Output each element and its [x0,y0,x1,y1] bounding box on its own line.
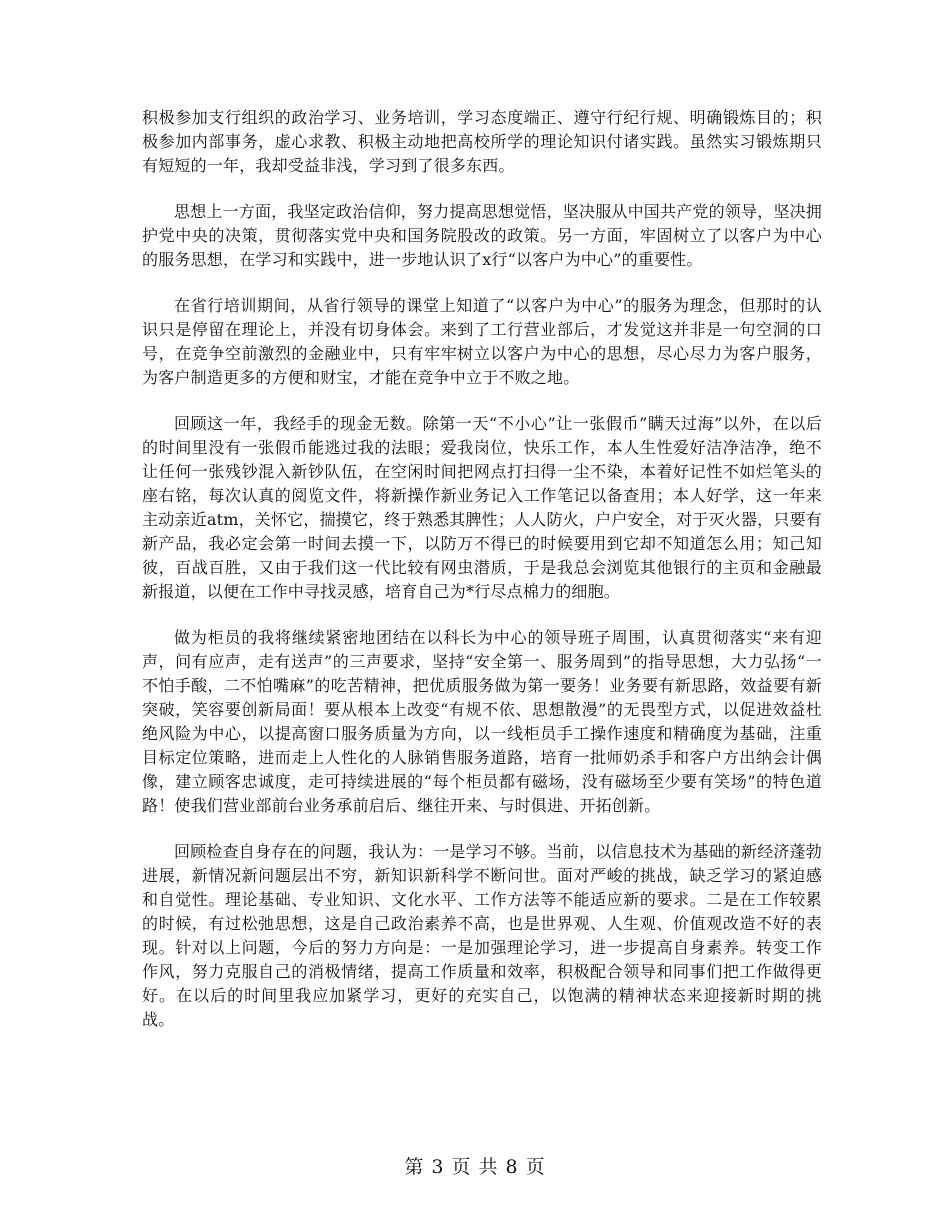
paragraph-self-review: 回顾检查自身存在的问题，我认为：一是学习不够。当前，以信息技术为基础的新经济蓬勃进展，新情况新问题层出不穷，新知识新科学不断问世。面对严峻的挑战，缺乏学习的紧迫感和自觉性。理论基础、专业知识、文化水平、工作方法等不能适应新的要求。二是在工作较累的时候，有过松弛思想，这是自己政治素养不高，也是世界观、人生观、价值观改造不好的表现。针对以上问题，今后的努力方向是：一是加强理论学习，进一步提高自身素养。转变工作作风，努力克服自己的消极情绪，提高工作质量和效率，积极配合领导和同事们把工作做得更好。在以后的时间里我应加紧学习，更好的充实自己，以饱满的精神状态来迎接新时期的挑战。 [142,842,823,1029]
paragraph-continuation: 积极参加支行组织的政治学习、业务培训，学习态度端正、遵守行纪行规、明确锻炼目的；积极参加内部事务，虚心求教、积极主动地把高校所学的理论知识付诸实践。虽然实习锻炼期只有短短的一年，我却受益非浅，学习到了很多东西。 [142,108,822,175]
paragraph-review-year: 回顾这一年，我经手的现金无数。除第一天“不小心”让一张假币”瞒天过海”以外，在以后的时间里没有一张假币能逃过我的法眼；爱我岗位，快乐工作，本人生性爱好洁净洁净，绝不让任何一张残钞混入新钞队伍，在空闲时间把网点打扫得一尘不染，本着好记性不如烂笔头的座右铭，每次认真的阅览文件，将新操作新业务记入工作笔记以备查用；本人好学，这一年来主动亲近atm，关怀它，揣摸它，终于熟悉其脾性；人人防火，户户安全，对于灭火器，只要有新产品，我必定会第一时间去摸一下，以防万不得已的时候要用到它却不知道怎么用；知己知彼，百战百胜，又由于我们这一代比较有网虫潜质，于是我总会浏览其他银行的主页和金融最新报道，以便在工作中寻找灵感，培育自己为*行尽点棉力的细胞。 [142,414,822,601]
paragraph-training: 在省行培训期间，从省行领导的课堂上知道了“以客户为中心”的服务为理念，但那时的认识只是停留在理论上，并没有切身体会。来到了工行营业部后，才发觉这并非是一句空洞的口号，在竞争空前激烈的金融业中，只有牢牢树立以客户为中心的思想，尽心尽力为客户服务，为客户制造更多的方便和财宝，才能在竞争中立于不败之地。 [142,296,822,387]
document-body [142,106,822,1054]
paragraph-teller-commitment: 做为柜员的我将继续紧密地团结在以科长为中心的领导班子周围，认真贯彻落实“来有迎声，问有应声，走有送声”的三声要求，坚持“安全第一、服务周到”的指导思想，大力弘扬“一不怕手酸，二不怕嘴麻”的吃苦精神，把优质服务做为第一要务！业务要有新思路，效益要有新突破，笑容要创新局面！要从根本上改变“有规不依、思想散漫”的无畏型方式，以促进效益杜绝风险为中心，以提高窗口服务质量为方向，以一线柜员手工操作速度和精确度为基础，注重目标定位策略，进而走上人性化的人脉销售服务道路，培育一批师奶杀手和客户方出纳会计偶像，建立顾客忠诚度，走可持续进展的“每个柜员都有磁场，没有磁场至少要有笑场”的特色道路！使我们营业部前台业务承前启后、继往开来、与时俱进、开拓创新。 [142,628,822,815]
page-number-footer: 第 3 页 共 8 页 [404,1156,546,1178]
paragraph-ideology: 思想上一方面，我坚定政治信仰，努力提高思想觉悟，坚决服从中国共产党的领导，坚决拥护党中央的决策，贯彻落实党中央和国务院股改的政策。另一方面，牢固树立了以客户为中心的服务思想，在学习和实践中，进一步地认识了x行“以客户为中心”的重要性。 [142,202,823,269]
